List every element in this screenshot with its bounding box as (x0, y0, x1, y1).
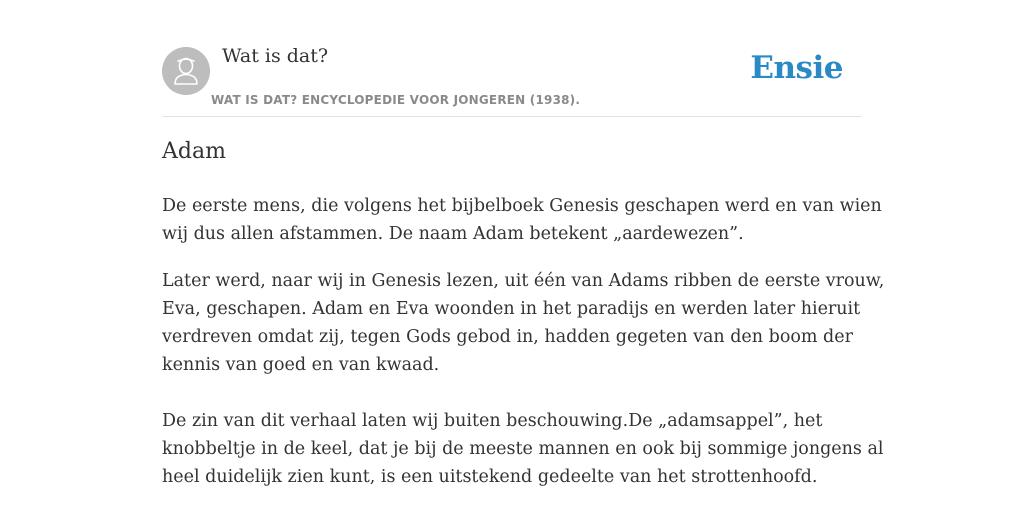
paragraph-line: Later werd, naar wij in Genesis lezen, uit één van Adams ribben de eerste vrouw, (162, 271, 885, 291)
paragraph-line: verdreven omdat zij, tegen Gods gebod in, hadden gegeten van den boom der (162, 327, 853, 347)
paragraph-line: wij dus allen afstammen. De naam Adam betekent „aardewezen”. (162, 224, 744, 244)
paragraph-line: heel duidelijk zien kunt, is een uitstekend gedeelte van het strottenhoofd. (162, 467, 818, 487)
paragraph-line: kennis van goed en van kwaad. (162, 355, 440, 375)
source-subtitle[interactable]: WAT IS DAT? ENCYCLOPEDIE VOOR JONGEREN (1938). (211, 93, 581, 107)
source-name[interactable]: Wat is dat? (222, 45, 329, 67)
paragraph-line: knobbeltje in de keel, dat je bij de meeste mannen en ook bij sommige jongens al (162, 439, 884, 459)
ensie-logo[interactable]: Ensie (750, 50, 843, 86)
article-card (162, 0, 885, 487)
user-placeholder-icon (162, 47, 210, 95)
paragraph-line: De eerste mens, die volgens het bijbelboek Genesis geschapen werd en van wien (162, 196, 882, 216)
source-header (162, 0, 862, 117)
article-body (162, 192, 885, 491)
paragraph-line: Eva, geschapen. Adam en Eva woonden in het paradijs en werden later hieruit (162, 299, 861, 319)
article-title: Adam (162, 139, 226, 164)
source-avatar[interactable] (162, 47, 210, 95)
paragraph-line: De zin van dit verhaal laten wij buiten beschouwing.De „adamsappel”, het (162, 411, 823, 431)
